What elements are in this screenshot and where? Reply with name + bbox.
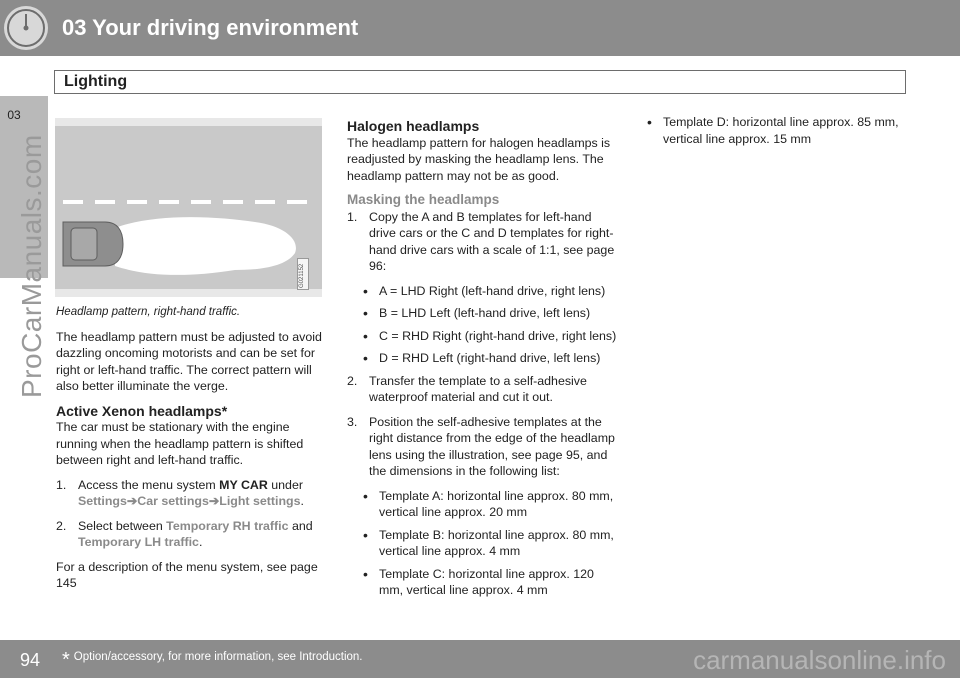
speedometer-icon (4, 6, 48, 50)
list-item: • B = LHD Left (left-hand drive, left lens) (363, 305, 619, 322)
intro-paragraph: The headlamp pattern must be adjusted to avoid dazzling oncoming motorists and can be set for right or left-hand traffic. The correct pattern will also better illuminate the verge. (56, 329, 322, 393)
list-item: 2. Select between Temporary RH traffic and Temporary LH traffic. (56, 518, 313, 549)
list-item: • Template C: horizontal line approx. 120 mm, vertical line approx. 4 mm (363, 566, 619, 599)
chapter-number: 03 (7, 108, 21, 122)
list-item: 1. Access the menu system MY CAR under Settings➔Car settings➔Light settings. (56, 477, 304, 508)
asterisk: * (62, 649, 70, 671)
list-item: • Template B: horizontal line approx. 80 mm, vertical line approx. 4 mm (363, 527, 619, 560)
footer-watermark: carmanualsonline.info (693, 645, 946, 675)
list-item: 2. Transfer the template to a self-adhesive waterproof material and cut it out. (347, 373, 587, 404)
list-item: • C = RHD Right (right-hand drive, right lens) (363, 328, 619, 345)
menu-option-lh-traffic: Temporary LH traffic (78, 535, 199, 549)
list-item: • Template D: horizontal line approx. 85 mm, vertical line approx. 15 mm (647, 114, 903, 147)
arrow-icon: ➔ (208, 494, 220, 508)
list-item: • D = RHD Left (right-hand drive, left lens) (363, 350, 619, 367)
list-item: 3. Position the self-adhesive templates at the right distance from the edge of the headlamp lens using the illustration, see page 95, and the dimensions in the following list: (347, 414, 615, 478)
section-bar (54, 70, 906, 94)
figure-id-code: G021152 (297, 258, 309, 290)
menu-reference: For a description of the menu system, see page 145 (56, 559, 318, 590)
page-header (0, 0, 960, 56)
arrow-icon: ➔ (126, 494, 138, 508)
column-3 (643, 114, 903, 153)
footnote: * Option/accessory, for more information, see Introduction. (62, 649, 363, 671)
headlamp-pattern-figure (55, 118, 322, 297)
list-item: • A = LHD Right (left-hand drive, right lens) (363, 283, 619, 300)
list-item: 1. Copy the A and B templates for left-hand drive cars or the C and D templates for right-hand drive cars with a scale of 1:1, see page 96: (347, 209, 615, 273)
heading-halogen: Halogen headlamps (347, 118, 480, 134)
car-topview (63, 222, 123, 266)
menu-option-rh-traffic: Temporary RH traffic (166, 518, 289, 533)
page-footer (0, 640, 960, 678)
halogen-paragraph: The headlamp pattern for halogen headlamps is readjusted by masking the headlamp lens. The headlamp pattern may not be as good. (347, 135, 611, 183)
list-item: • Template A: horizontal line approx. 80 mm, vertical line approx. 20 mm (363, 488, 619, 521)
active-xenon-paragraph: The car must be stationary with the engine running when the headlamp pattern is shifted between right and left-hand traffic. (56, 420, 304, 467)
page-number: 94 (20, 650, 41, 670)
side-watermark: ProCarManuals.com (16, 134, 47, 398)
heading-masking: Masking the headlamps (347, 192, 500, 207)
column-2 (347, 112, 619, 605)
heading-active-xenon: Active Xenon headlamps* (56, 402, 228, 419)
figure-caption: Headlamp pattern, right-hand traffic. (56, 306, 241, 318)
menu-path-light-settings: Light settings (219, 494, 301, 508)
section-title: Lighting (64, 73, 128, 90)
column-1 (56, 304, 324, 600)
menu-path-settings: Settings (78, 494, 127, 508)
chapter-title: 03 Your driving environment (62, 15, 359, 40)
menu-path-car-settings: Car settings (137, 494, 209, 508)
